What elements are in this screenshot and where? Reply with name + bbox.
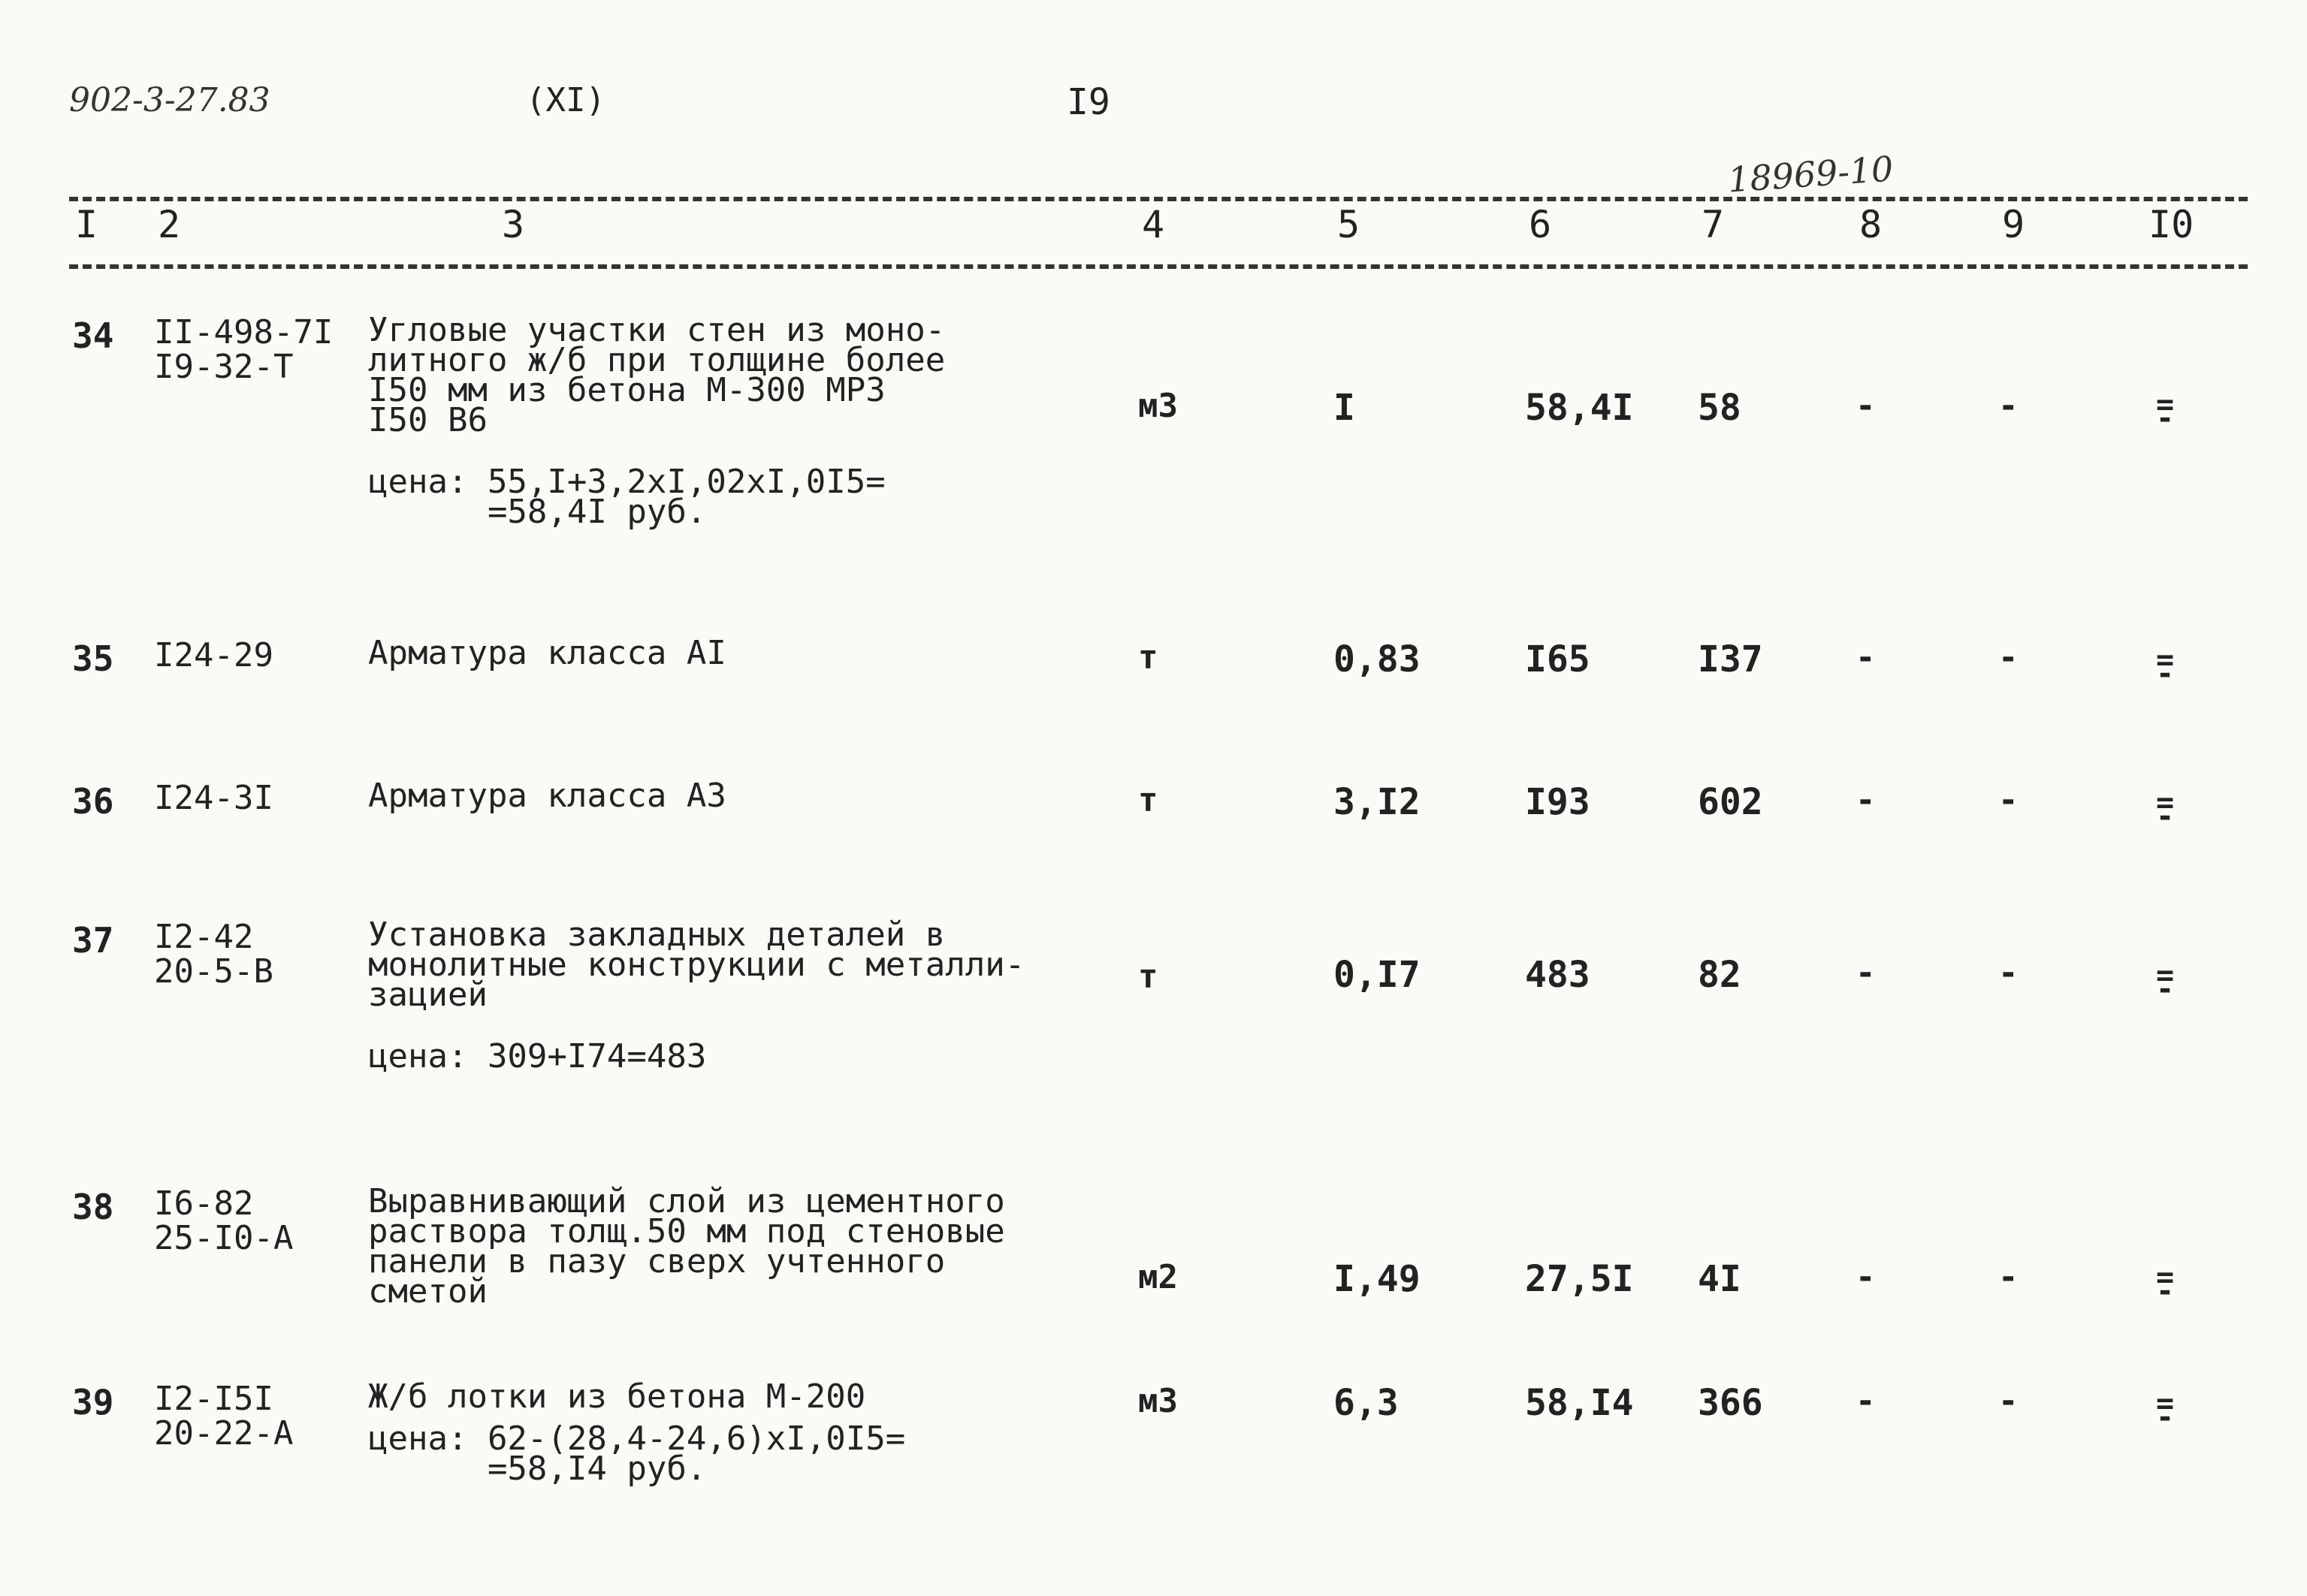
description-text: Арматура класса АI [368, 634, 726, 672]
item-description [368, 1377, 1074, 1488]
description-text: Арматура класса А3 [368, 777, 726, 815]
column-9-dash: - [1998, 387, 2019, 425]
norm-code: I6-82 25-I0-А [154, 1184, 294, 1257]
quantity: 3,I2 [1333, 781, 1421, 823]
column-header: 2 [158, 203, 181, 246]
unit: т [1138, 781, 1158, 819]
row-number: 35 [72, 638, 114, 679]
description-text: Угловые участки стен из моно- литного ж/б при толщине более I50 мм из бетона М-300 МРЗ I50 В6 [368, 311, 946, 439]
column-9-dash: - [1998, 954, 2019, 992]
header-bottom-rule [69, 264, 2248, 269]
quantity: I,49 [1333, 1258, 1421, 1300]
sheet-label: (XI) [526, 81, 605, 119]
column-10-mark: = - [2156, 643, 2175, 691]
unit-cost: 58,4I [1525, 387, 1634, 429]
column-8-dash: - [1856, 387, 1876, 425]
column-header: 4 [1142, 203, 1165, 246]
quantity: 6,3 [1333, 1382, 1399, 1424]
item-description [368, 916, 1074, 1076]
column-header: 3 [502, 203, 525, 246]
unit-cost: I93 [1525, 781, 1590, 823]
description-text: Выравнивающий слой из цементного раствора толщ.50 мм под стеновые панели в пазу сверх учтенного сметой [368, 1182, 1005, 1311]
column-8-dash: - [1856, 781, 1876, 819]
row-number: 38 [72, 1187, 114, 1227]
unit-cost: I65 [1525, 638, 1590, 680]
column-10-mark: = - [2156, 1260, 2175, 1308]
column-header: I [75, 203, 98, 246]
column-9-dash: - [1998, 638, 2019, 677]
column-10-mark: = - [2156, 1386, 2175, 1435]
column-8-dash: - [1856, 1382, 1876, 1420]
item-description [368, 634, 1074, 672]
unit-cost: 483 [1525, 954, 1590, 996]
item-description [368, 311, 1074, 531]
item-description [368, 777, 1074, 815]
item-description [368, 1182, 1074, 1311]
quantity: 0,I7 [1333, 954, 1421, 996]
column-header: I0 [2148, 203, 2194, 246]
quantity: I [1333, 387, 1355, 429]
column-header: 5 [1337, 203, 1360, 246]
price-note: цена: 55,I+3,2xI,02xI,0I5= =58,4I руб. [368, 463, 886, 531]
unit: м3 [1138, 1382, 1178, 1420]
unit: т [1138, 958, 1158, 996]
column-9-dash: - [1998, 1258, 2019, 1296]
unit: м3 [1138, 387, 1178, 425]
norm-code: II-498-7I I9-32-T [154, 313, 334, 386]
unit: м2 [1138, 1258, 1178, 1296]
column-9-dash: - [1998, 1382, 2019, 1420]
row-number: 36 [72, 781, 114, 822]
row-number: 34 [72, 315, 114, 356]
total-cost: 4I [1698, 1258, 1741, 1300]
row-number: 37 [72, 920, 114, 961]
total-cost: 58 [1698, 387, 1741, 429]
norm-code: I24-29 [154, 636, 273, 674]
description-text: Ж/б лотки из бетона М-200 [368, 1377, 866, 1416]
column-10-mark: = - [2156, 958, 2175, 1006]
column-10-mark: = - [2156, 388, 2175, 436]
price-note: цена: 309+I74=483 [368, 1037, 707, 1076]
price-note: цена: 62-(28,4-24,6)xI,0I5= =58,I4 руб. [368, 1420, 906, 1488]
description-text: Установка закладных деталей в монолитные конструкции с металли- зацией [368, 916, 1025, 1014]
column-9-dash: - [1998, 781, 2019, 819]
inventory-number: 18969-10 [1726, 148, 1895, 201]
unit-cost: 58,I4 [1525, 1382, 1634, 1424]
column-8-dash: - [1856, 638, 1876, 677]
column-header: 6 [1529, 203, 1552, 246]
unit-cost: 27,5I [1525, 1258, 1634, 1300]
row-number: 39 [72, 1382, 114, 1423]
norm-code: I24-3I [154, 779, 273, 817]
column-header: 9 [2002, 203, 2025, 246]
column-header: 7 [1702, 203, 1725, 246]
column-10-mark: = - [2156, 786, 2175, 834]
page-number: I9 [1067, 81, 1110, 123]
norm-code: I2-42 20-5-В [154, 918, 273, 991]
column-8-dash: - [1856, 954, 1876, 992]
unit: т [1138, 638, 1158, 677]
quantity: 0,83 [1333, 638, 1421, 680]
header-top-rule [69, 197, 2248, 201]
column-8-dash: - [1856, 1258, 1876, 1296]
total-cost: 82 [1698, 954, 1741, 996]
column-header: 8 [1859, 203, 1883, 246]
norm-code: I2-I5I 20-22-А [154, 1380, 294, 1453]
total-cost: 602 [1698, 781, 1763, 823]
document-code: 902-3-27.83 [69, 81, 270, 119]
total-cost: I37 [1698, 638, 1763, 680]
total-cost: 366 [1698, 1382, 1763, 1424]
